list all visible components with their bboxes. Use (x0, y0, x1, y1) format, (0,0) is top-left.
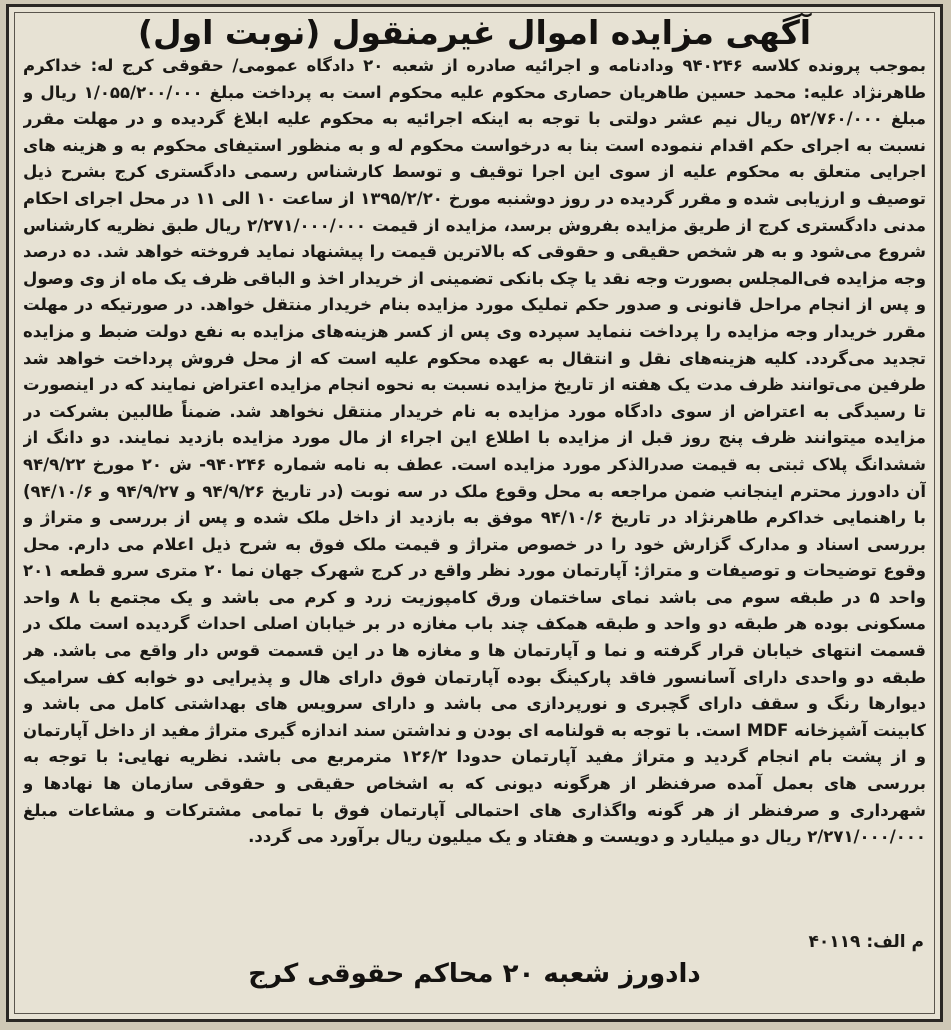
notice-frame (6, 4, 943, 1022)
notice-reference: م الف: ۴۰۱۱۹ (808, 932, 924, 952)
notice-body: بموجب پرونده کلاسه ۹۴۰۲۴۶ ودادنامه و اجرائیه صادره از شعبه ۲۰ دادگاه عمومی/ حقوقی کرج له: خداکرم طاهرنژاد علیه: محمد حسین طاهریان حصاری محکوم علیه محکوم است به پرداخت مبلغ ۱/۰۵۵/۲۰۰/۰۰۰ ریال و مبلغ ۵۲/۷۶۰/۰۰۰ ریال نیم عشر دولتی با توجه به اینکه اجرائیه به محکوم علیه ابلاغ گردیده و در مهلت مقرر نسبت به اجرای حکم اقدام ننموده است بنا به درخواست محکوم له و به منظور استیفای محکوم به و هزینه های اجرایی متعلق به محکوم علیه از سوی این اجرا توقیف و توسط کارشناس رسمی دادگستری کرج بشرح ذیل توصیف و ارزیابی شده و مقرر گردیده در روز دوشنبه مورخ ۱۳۹۵/۲/۲۰ از ساعت ۱۰ الی ۱۱ در محل اجرای احکام مدنی دادگستری کرج از طریق مزایده بفروش برسد، مزایده از قیمت ۲/۲۷۱/۰۰۰/۰۰۰ ریال طبق نظریه کارشناس شروع می‌شود و به هر شخص حقیقی و حقوقی که بالاترین قیمت را پیشنهاد نماید فروخته خواهد شد. ده درصد وجه مزایده فی‌المجلس بصورت وجه نقد یا چک بانکی تضمینی از خریدار اخذ و الباقی ظرف یک ماه از وی وصول و پس از انجام مراحل قانونی و صدور حکم تملیک مورد مزایده بنام خریدار منتقل خواهد. در صورتیکه در مهلت مقرر خریدار وجه مزایده را پرداخت ننماید سپرده وی پس از کسر هزینه‌های مزایده به نفع دولت ضبط و مزایده تجدید می‌گردد. کلیه هزینه‌های نقل و انتقال به عهده محکوم علیه است که از محل فروش پرداخت خواهد شد طرفین می‌توانند ظرف مدت یک هفته از تاریخ مزایده نسبت به نحوه انجام مزایده اعتراض نمایند که در اینصورت تا رسیدگی به اعتراض از سوی دادگاه مورد مزایده به نام خریدار منتقل نخواهد شد. ضمناً طالبین بشرکت در مزایده میتوانند ظرف پنج روز قبل از مزایده با اطلاع این اجراء از مال مورد مزایده بازدید نمایند. دو دانگ از ششدانگ پلاک ثبتی به قیمت صدرالذکر مورد مزایده است. عطف به نامه شماره ۹۴۰۲۴۶- ش ۲۰ مورخ ۹۴/۹/۲۲ آن دادورز محترم اینجانب ضمن مراجعه به محل وقوع ملک در سه نوبت (در تاریخ ۹۴/۹/۲۶ و ۹۴/۹/۲۷ و ۹۴/۱۰/۶) با راهنمایی خداکرم طاهرنژاد در تاریخ ۹۴/۱۰/۶ موفق به بازدید از داخل ملک شده و پس از بررسی و متراژ و بررسی اسناد و مدارک گزارش خود را در خصوص متراژ و قیمت ملک فوق به شرح ذیل اعلام می دارم. محل وقوع توضیحات و توصیفات و متراژ: آپارتمان مورد نظر واقع در کرج شهرک جهان نما ۲۰ متری سرو قطعه ۲۰۱ واحد ۵ در طبقه سوم می باشد نمای ساختمان ورق کامپوزیت زرد و کرم می باشد و یک مجتمع با ۸ واحد مسکونی بوده هر طبقه دو واحد و طبقه همکف چند باب مغازه در بر خیابان اصلی احداث گردیده است ملک در قسمت انتهای خیابان قرار گرفته و نما و آپارتمان ها و مغازه ها در این قسمت قوس دار واقع می باشد. هر طبقه دو واحدی دارای آسانسور فاقد پارکینگ بوده آپارتمان فوق دارای هال و پذیرایی دو خوابه کف سرامیک دیوارها رنگ و سقف دارای گچبری و نورپردازی می باشد و دارای سرویس های بهداشتی کامل می باشد و کابینت آشپزخانه MDF است. با توجه به قولنامه ای بودن و نداشتن سند اندازه گیری متراژ مفید از داخل آپارتمان و از پشت بام انجام گردید و متراژ مفید آپارتمان حدودا ۱۲۶/۲ مترمربع می باشد. نظریه نهایی: با توجه به بررسی های بعمل آمده صرفنظر از هرگونه دیونی که به اشخاص حقیقی و حقوقی سازمان ها نهادها و شهرداری و صرفنظر از هر گونه واگذاری های احتمالی آپارتمان فوق با تمامی مشترکات و مشاعات مبلغ ۲/۲۷۱/۰۰۰/۰۰۰ ریال دو میلیارد و دویست و هفتاد و یک میلیون ریال برآورد می گردد. (23, 56, 926, 847)
notice-title: آگهی مزایده اموال غیرمنقول (نوبت اول) (137, 13, 812, 52)
notice-signature: دادورز شعبه ۲۰ محاکم حقوقی کرج (248, 959, 701, 989)
